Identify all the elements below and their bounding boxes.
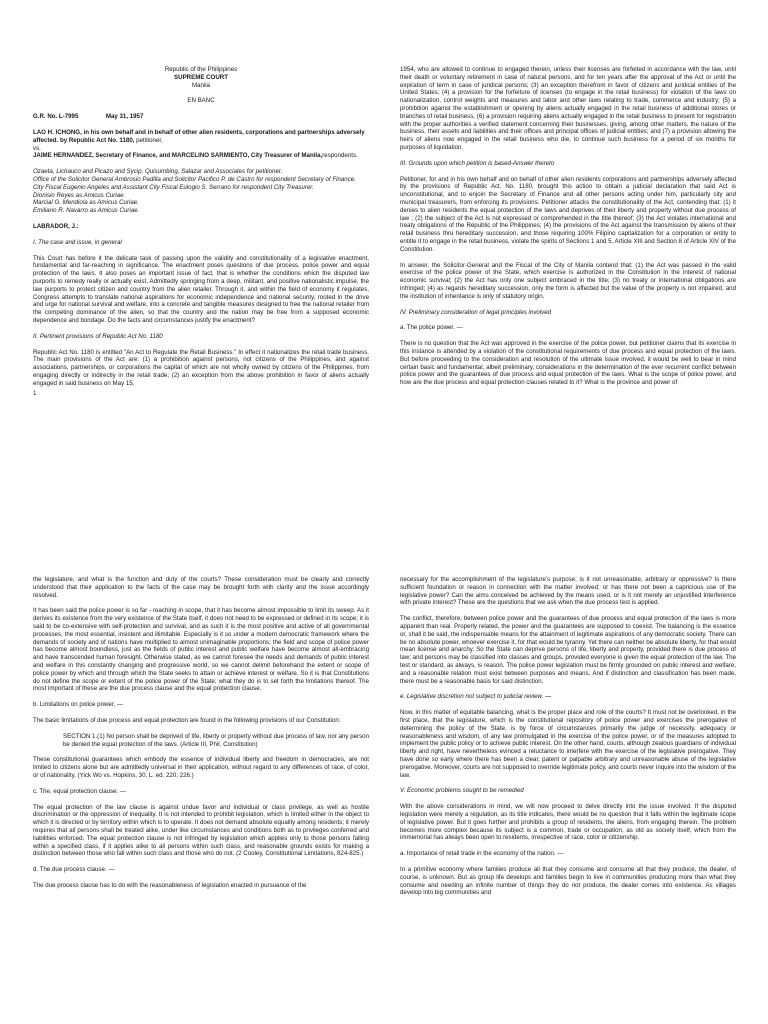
republic-header: Republic of the Philippines <box>164 66 238 73</box>
page-divider <box>0 548 768 568</box>
page1-right-column <box>400 66 736 395</box>
page1-left-column <box>33 66 369 405</box>
section-heading: V. Economic problems sought to be remedied <box>400 787 524 795</box>
banc-header: EN BANC <box>187 97 215 105</box>
section-heading: a. The police power. — <box>400 324 463 332</box>
respondent-line <box>33 152 369 160</box>
versus-line: vs. <box>33 144 41 152</box>
constitution-quote: SECTION 1.(1) No person shall be deprived of life, liberty or property without due process of law, nor any person be denied the equal protection of the laws. (Article III, Phil. Constitution) <box>63 732 369 748</box>
paragraph: In a primitive economy where families produce all that they consume and consume all that they produce, the dealer, of course, is unknown. But as group life develops and families begin to live in communities producing more than what they consume and needing an infinite number of things they do not produce, the dealer comes into existence. As villages develop into big communities and <box>400 865 736 897</box>
paragraph: In answer, the Solicitor-General and the Fiscal of the City of Manila contend that: (1) the Act was passed in the valid exercise of the police power of the State, which exercise is authorized in the Constitution in the interest of national economic survival; (2) the Act has only one subject embraced in the title; (3) no treaty or international obligations are infringed; (4) as regards hereditary succession, only the form is affected but the value of the property is not impaired, and the institution of inheritance is only of statutory origin. <box>400 261 736 300</box>
paragraph: The conflict, therefore, between police power and the guarantees of due process and equal protection of the laws is more apparent than real. Properly related, the power and the guarantees are supposed to coexist. The balancing is the essence or, shall it be said, the indispensable means for the attainment of legitimate aspirations of any democratic society. There can be no absolute power, whoever exercise it, for that would be tyranny. Yet there can neither be absolute liberty, for that would mean license and anarchy. So the State can deprive persons of life, liberty and property, provided there is due process of law; and persons may be classified into classes and groups, provided everyone is given the equal protection of the law. The test or standard, as always, is reason. The police power legislation must be firmly grounded on public interest and welfare, and a reasonable relation must exist between purposes and means. And if distinction and classification has been made, there must be a reasonable basis for said distinction. <box>400 615 736 685</box>
paragraph: There is no question that the Act was approved in the exercise of the police power, but petitioner claims that its exercise in this instance is attended by a violation of the constitutional requirements of due process and equal protection of the laws. But before proceeding to the consideration and resolution of the ultimate issue involved, it would be well to bear in mind certain basic and fundamental, albeit preliminary, considerations in the determination of the ever recurrent conflict between police power and the guarantees of due process and equal protection of the laws. What is the scope of police power, and how are the due process and equal protection clauses related to it? What is the province and power of <box>400 340 736 387</box>
section-heading: c. The, equal protection clause. — <box>33 787 127 795</box>
petitioner-name: LAO H. ICHONG, in his own behalf and in behalf of other alien residents, corporations and partnerships adversely affected. by Republic Act No. 1180, <box>33 128 365 144</box>
paragraph: This Court has before it the delicate task of passing upon the validity and constitutionality of a legislative enactment, fundamental and far-reaching in significance. The enactment poses questions of due process, police power and equal protection of the laws. It also poses an important issue of fact, that is whether the conditions which the disputed law purports to remedy really or actually exist. Admittedly springing from a deep, militant, and positive nationalistic impulse, the law purports to protect citizen and country from the alien retailer. Through it, and within the field of economy it regulates, Congress attempts to translate national aspirations for economic independence and national security, rooted in the drive and urge for national survival and welfare, into a concrete and tangible measures designed to free the national retailer from the competing dominance of the alien, so that the country and the nation may be free from a supposed economic dependence and bondage. Do the facts and circumstances justify the enactment? <box>33 254 369 324</box>
paragraph: With the above considerations in mind, we will now proceed to delve directly into the issue involved. If the disputed legislation were merely a regulation, as its title indicates, there would be no question that it falls within the legitimate scope of legislative power. But it goes further and prohibits a group of residents, the aliens, from engaging therein. The problem becomes more complex because its subject is a common, trade or occupation, as old as society itself, which from the immemorial has always been open to residents, irrespective of race, color or citizenship. <box>400 803 736 842</box>
respondent-name: JAIME HERNANDEZ, Secretary of Finance, and MARCELINO SARMIENTO, City Treasurer of Manila, <box>33 152 323 160</box>
ponente: LABRADOR, J.: <box>33 222 79 230</box>
section-heading: a. Importance of retail trade in the economy of the nation. — <box>400 850 564 858</box>
paragraph: These constitutional guarantees which embody the essence of individual liberty and freedom in democracies, are not limited to citizens alone but are admittedly universal in their application, without regard to any differences of race, of color, or of nationality. (Yick Wo vs. Hopkins, 30, L. ed. 220, 226.) <box>33 756 369 779</box>
counsel-item: Office of the Solicitor General Ambrosio Padilla and Solicitor Pacifico P. de Castro for respondent Secretary of Finance. <box>33 175 356 183</box>
section-heading: II. Pertinent provisions of Republic Act No. 1180 <box>33 332 163 340</box>
respondent-role: respondents. <box>322 152 358 160</box>
city-header: Manila <box>191 81 211 89</box>
section-heading: e. Legislative discretion not subject to judicial review. — <box>400 693 552 701</box>
counsel-item: Emiliano R. Navarro as Amicus Curiae. <box>33 207 140 215</box>
paragraph: necessary for the accomplishment of the legislature's purpose; is it not unreasonable, arbitrary or oppressive? Is there sufficient foundation or reason in connection with the matter involved; or has there not been a capricious use of the legislative power? Can the aims conceived be achieved by the means used, or is it not merely an unjustified interference with private interest? These are the questions that we ask when the due process test is applied. <box>400 576 736 607</box>
page-number: 1 <box>33 389 37 397</box>
section-heading: III. Grounds upon which petition is based-Answer thereto <box>400 159 555 167</box>
gr-number: G.R. No. L-7995 <box>33 113 79 121</box>
paragraph: Petitioner, for and in his own behalf and on behalf of other alien residents corporations and partnerships adversely affected by the provisions of Republic Act. No. 1180, brought this action to obtain a judicial declaration that said Act is unconstitutional, and to enjoin the Secretary of Finance and all other persons acting under him, particularly city and municipal treasurers, from enforcing its provisions. Petitioner attacks the constitutionality of the Act, contending that: (1) it denies to alien residents the equal protection of the laws and deprives of their liberty and property without due process of law ; (2) the subject of the Act is not expressed or comprehended in the title thereof; (3) the Act violates international and treaty obligations of the Republic of the Philippines; (4) the provisions of the Act against the transmission by aliens of their retail business thru hereditary succession, and those requiring 100% Filipino capitalization for a corporation or entity to entitle it to engage in the retail business, violate the spirits of Sections 1 and 5, Article XIII and Section 8 of Article XIV of the Constitution. <box>400 175 736 253</box>
section-heading: I. The case and issue, in general <box>33 238 122 246</box>
section-heading: IV. Preliminary consideration of legal principles involved <box>400 308 552 316</box>
paragraph: The equal protection of the law clause is against undue favor and individual or class privilege, as well as hostile discrimination or the oppression of inequality. It is not intended to prohibit legislation, which is limited either in the object to which it is directed or by territory within which is to operate. It does not demand absolute equality among residents; it merely requires that all persons shall be treated alike, under like circumstances and conditions both as to privileges conferred and liabilities enforced. The equal protection clause is not infringed by legislation which applies only to those persons falling within a specified class, if it applies alike to all persons within such class, and reasonable grounds exists for making a distinction between those who fall within such class and those who do not. (2 Cooley, Constitutional Limitations, 824-825.) <box>33 803 369 858</box>
document-page-2 <box>0 568 768 1024</box>
page2-right-column <box>400 576 736 905</box>
page2-left-column <box>33 576 369 898</box>
counsel-list <box>33 168 369 215</box>
paragraph: the legislature, and what is the function and duty of the courts? These consideration must be clearly and correctly understood that their application to the facts of the case may be brought forth with clarity and the issue accordingly resolved. <box>33 576 369 599</box>
paragraph: The due process clause has to do with the reasonableness of legislation enacted in pursuance of the <box>33 881 307 889</box>
decision-date: May 31, 1957 <box>105 113 144 121</box>
court-header: SUPREME COURT <box>174 73 228 81</box>
counsel-item: Ozaeta, Lichauco and Picazo and Sycip, Quisumbing, Salazar and Associates for petitioner. <box>33 168 283 176</box>
case-number-line <box>33 113 369 121</box>
counsel-item: City Fiscal Eugenio Angeles and Assistant City Fiscal Eulogio S. Serrano for respondent City Treasurer. <box>33 183 314 191</box>
counsel-item: Marcial G. Mendiola as Amicus Curiae. <box>33 199 139 207</box>
section-heading: d. The due process clause. — <box>33 866 115 874</box>
paragraph: It has been said the police power is so far - reaching in scope, that it has become almost impossible to limit its sweep. As it derives its existence from the very existence of the State itself, it does not need to be expressed or defined in its scope; it is said to be co-extensive with self-protection and survival, and as such it is the most positive and active of all governmental processes, the most essential, insistent and illimitable. Especially is it so under a modern democratic framework where the demands of society and of nations have multiplied to almost unimaginable proportions; the field and scope of police power has become almost boundless, just as the fields of public interest and public welfare have become almost all-embracing and have transcended human foresight. Otherwise stated, as we cannot foresee the needs and demands of public interest and welfare in this constantly changing and progressive world, so we cannot delimit beforehand the extent or scope of police power by which and through which the State seeks to attain or achieve interest or welfare. So it is that Constitutions do not define the scope or extent of the police power of the State; what they do is to set forth the limitations thereof. The most important of these are the due process clause and the equal protection clause. <box>33 607 369 693</box>
paragraph: The basic limitations of due process and equal protection are found in the following provisions of our Constitution: <box>33 716 341 724</box>
petitioner-line <box>33 129 369 145</box>
paragraph: Now, in this matter of equitable balancing, what is the proper place and role of the courts? It must not be overlooked, in the first place, that the legislature, which is the constitutional repository of police power and exercises the prerogative of determining the policy of the State, is by force of circumstances primarily the judge of necessity, adequacy or reasonableness and wisdom, of any law promulgated in the exercise of the police power, or of the measures adopted to implement the public policy or to achieve public interest. On the other hand, courts, although zealous guardians of individual liberty and right, have nevertheless evinced a reluctance to interfere with the exercise of the legislative prerogative. They have done so early where there has been a clear, patent or palpable arbitrary and unreasonable abuse of the legislative prerogative. Moreover, courts are not supposed to override legitimate policy, and courts never inquire into the wisdom of the law. <box>400 709 736 779</box>
counsel-item: Dionisio Reyes as Amicus Curiae. <box>33 191 126 199</box>
paragraph: Republic Act No. 1180 is entitled "An Act to Regulate the Retail Business." In effect it nationalizes the retail trade business. The main provisions of the Act are: (1) a prohibition against persons, not citizens of the Philippines, and against associations, partnerships, or corporations the capital of which are not wholly owned by citizens of the Philippines, from engaging directly or indirectly in the retail trade; (2) an exception from the above prohibition in favor of aliens actually engaged in said business on May 15, <box>33 348 369 387</box>
paragraph: 1954, who are allowed to continue to engaged therein, unless their licenses are forfeited in accordance with the law, until their death or voluntary retirement in case of natural persons, and for ten years after the approval of the Act or until the expiration of term in case of juridical persons; (3) an exception therefrom in favor of citizens and juridical entities of the United States; (4) a provision for the forfeiture of licenses (to engage in the retail business) for violation of the laws on nationalization, control weights and measures and labor and other laws relating to trade, commerce and industry; (5) a prohibition against the establishment or opening by aliens actually engaged in the retail business of additional stores or branches of retail business, (6) a provision requiring aliens actually engaged in the retail business to present for registration with the proper authorities a verified statement concerning their businesses, giving, among other matters, the nature of the business, their assets and liabilities and their offices and principal offices of judicial entities; and (7) a provision allowing the heirs of aliens now engaged in the retail business who die, to continue such business for a period of six months for purposes of liquidation. <box>400 66 736 151</box>
petitioner-role: petitioner, <box>134 136 163 144</box>
section-heading: b. Limitations on police power. — <box>33 701 124 709</box>
